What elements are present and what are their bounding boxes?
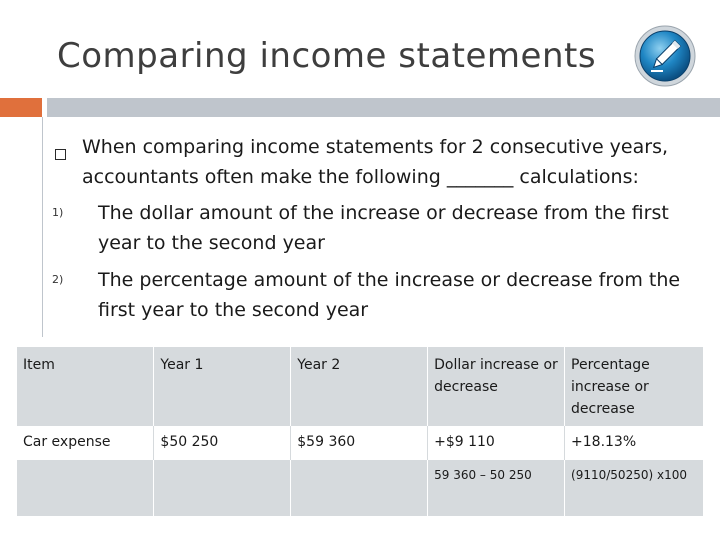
header-year1: Year 1 [154, 347, 291, 426]
item-number-2: 2) [52, 273, 64, 286]
accent-rule [0, 98, 42, 117]
cell-dollar-change: +$9 110 [428, 426, 565, 460]
table-row [17, 426, 704, 460]
cell-percent-change: +18.13% [565, 426, 704, 460]
cell-item: Car expense [17, 426, 154, 460]
list-item-2: The percentage amount of the increase or decrease from the first year to the second year [98, 269, 681, 321]
slide-title: Comparing income statements [57, 36, 597, 76]
cell-dollar-calculation: 59 360 – 50 250 [428, 460, 565, 516]
intro-paragraph: When comparing income statements for 2 consecutive years, accountants often make the following _______ calculations: [82, 136, 669, 188]
cell-year1: $50 250 [154, 426, 291, 460]
comparison-table [17, 347, 704, 516]
header-percent-change: Percentage increase or decrease [565, 347, 704, 426]
item-number-1: 1) [52, 206, 64, 219]
cell-percent-calculation: (9110/50250) x100 [565, 460, 704, 516]
cell-year2: $59 360 [291, 426, 428, 460]
list-item-1: The dollar amount of the increase or decrease from the first year to the second year [98, 202, 669, 254]
table-header-row [17, 347, 704, 426]
cell-empty [291, 460, 428, 516]
title-rule [47, 98, 720, 117]
bullet-box-icon [55, 149, 66, 160]
cell-empty [17, 460, 154, 516]
table-row [17, 460, 704, 516]
cell-empty [154, 460, 291, 516]
left-rule [42, 117, 43, 337]
header-dollar-change: Dollar increase or decrease [428, 347, 565, 426]
header-item: Item [17, 347, 154, 426]
pencil-edit-icon [633, 24, 697, 88]
header-year2: Year 2 [291, 347, 428, 426]
